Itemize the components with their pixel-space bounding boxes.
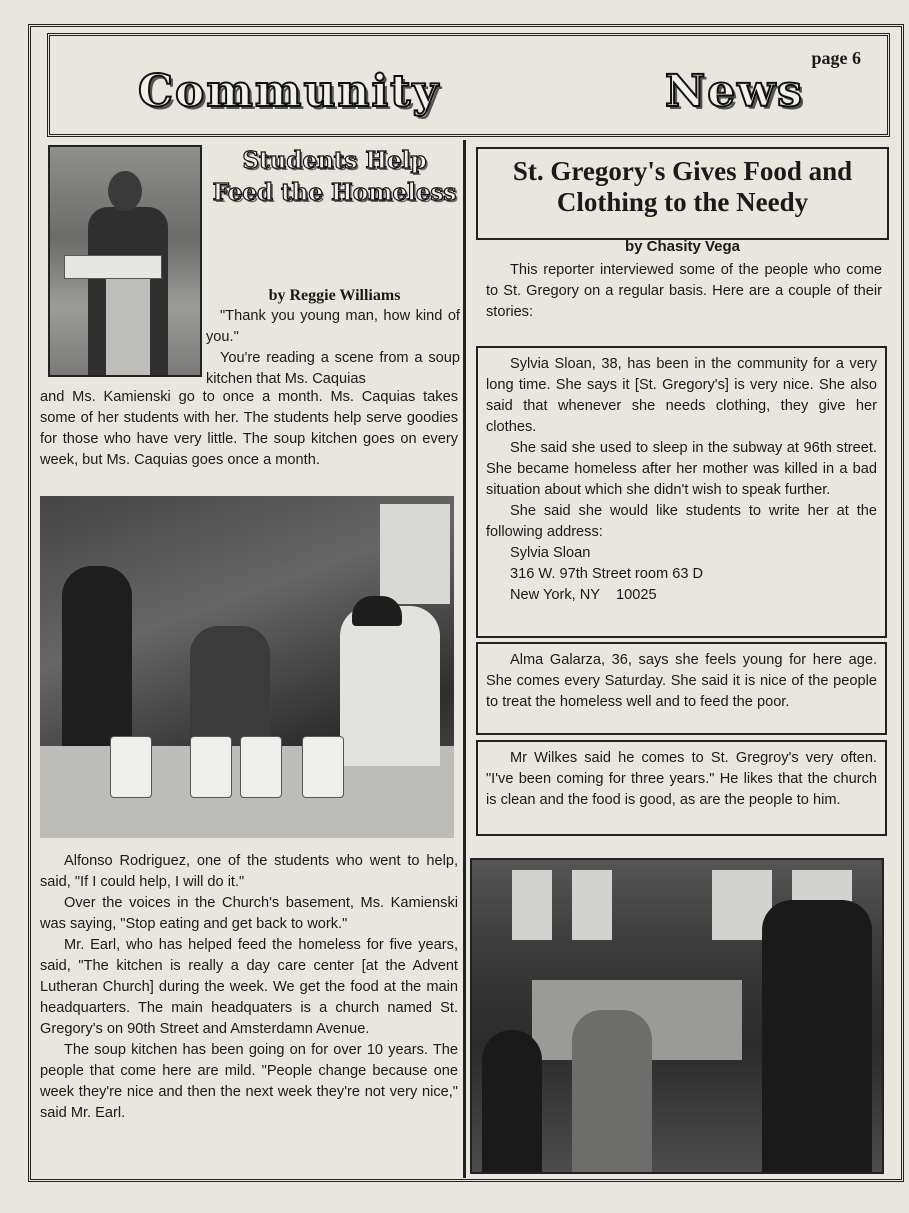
left-article-headline: Students Help Feed the Homeless <box>212 147 457 206</box>
masthead-title-left: Community <box>138 66 441 117</box>
paragraph: and Ms. Kamienski go to once a month. Ms. Caquias takes some of her students with her. The students help serve goodies for those who have very little. The soup kitchen goes on every week, but Ms. Caquias goes once a month. <box>40 389 458 468</box>
paragraph: Sylvia Sloan, 38, has been in the community for a very long time. She says it [St. Gregory's] is very nice. She also said that whenever she needs clothing, they give her clothes. <box>486 356 877 435</box>
dining-hall-photo <box>470 858 884 1174</box>
column-divider <box>463 140 466 1178</box>
left-article-continued <box>40 387 458 471</box>
paragraph: She said she would like students to write her at the following address: <box>486 503 877 540</box>
soup-kitchen-photo <box>40 496 454 838</box>
volunteer-photo <box>48 145 202 377</box>
left-article-byline: by Reggie Williams <box>268 287 401 304</box>
left-article-intro <box>206 306 460 390</box>
paragraph: Over the voices in the Church's basement, Ms. Kamienski was saying, "Stop eating and get back to work." <box>40 895 458 932</box>
paragraph: The soup kitchen has been going on for over 10 years. The people that come here are mild. "People change because one week they're nice and then the next week they're not very nice," said Mr. Earl. <box>40 1042 458 1121</box>
paragraph: She said she used to sleep in the subway at 96th street. She became homeless after her mother was killed in a bad situation about which she didn't wish to speak further. <box>486 440 877 498</box>
story-mr-wilkes <box>476 740 887 836</box>
story-sylvia-sloan <box>476 346 887 638</box>
page-number: page 6 <box>811 48 861 68</box>
address-line: New York, NY 10025 <box>510 587 657 603</box>
paragraph: Alma Galarza, 36, says she feels young for here age. She comes every Saturday. She said it is nice of the people to treat the homeless well and to feed the poor. <box>486 652 877 710</box>
masthead <box>47 33 890 137</box>
paragraph: Mr Wilkes said he comes to St. Gregroy's very often. "I've been coming for three years." He likes that the church is clean and the food is good, as are the people to him. <box>486 750 877 808</box>
story-alma-galarza <box>476 642 887 735</box>
paragraph: "Thank you young man, how kind of you." <box>206 308 460 345</box>
paragraph: Mr. Earl, who has helped feed the homeless for five years, said, "The kitchen is really a day care center [at the Advent Lutheran Church] during the week. We get the food at the main headquarters. The main headquaters is a church named St. Gregory's on 90th Street and Amsterdamn Avenue. <box>40 937 458 1037</box>
right-article-byline: by Chasity Vega <box>624 238 741 255</box>
left-article-body <box>40 851 458 1124</box>
address-line: Sylvia Sloan <box>510 545 591 561</box>
right-article-headline: St. Gregory's Gives Food and Clothing to the Needy <box>476 147 889 240</box>
right-article-intro <box>486 260 882 323</box>
masthead-title-right: News <box>665 66 804 117</box>
paragraph: This reporter interviewed some of the people who come to St. Gregory on a regular basis. Here are a couple of their stories: <box>486 262 882 320</box>
address-line: 316 W. 97th Street room 63 D <box>510 566 704 582</box>
paragraph: You're reading a scene from a soup kitchen that Ms. Caquias <box>206 350 460 387</box>
paragraph: Alfonso Rodriguez, one of the students who went to help, said, "If I could help, I will do it." <box>40 853 458 890</box>
